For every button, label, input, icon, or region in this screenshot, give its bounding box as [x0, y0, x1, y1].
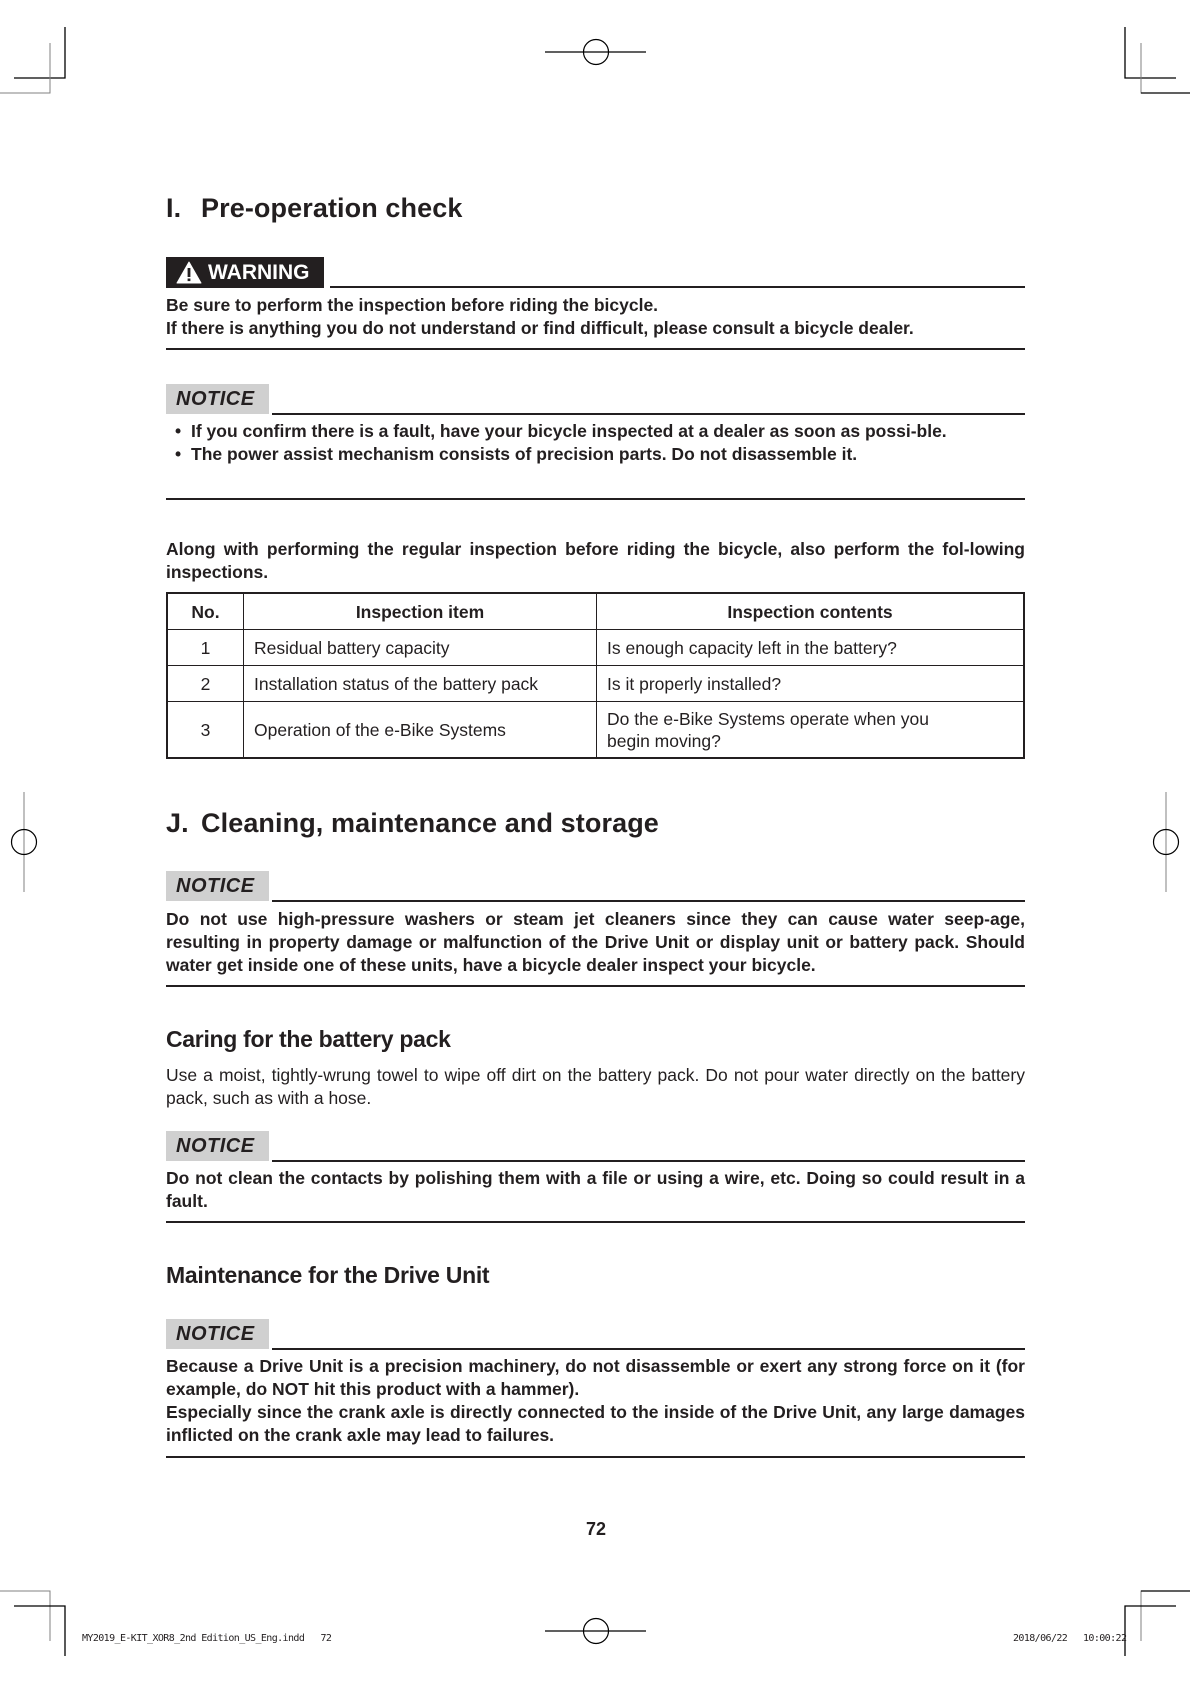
notice-text: Do not use high-pressure washers or steam jet cleaners since they can cause water seep-age, resulting in property damage or malfunction of the Drive Unit or display unit or battery pack. Should water get inside one of these units, have a bicycle dealer inspect your bicycle.: [166, 909, 1025, 975]
cell-no: 3: [167, 702, 244, 759]
section-i-heading: [166, 193, 463, 224]
warning-label-text: WARNING: [208, 260, 310, 284]
section-j-title: Cleaning, maintenance and storage: [201, 808, 659, 838]
crop-mark-bottom-right: [1125, 1591, 1190, 1656]
notice-bullet: • The power assist mechanism consists of precision parts. Do not disassemble it.: [175, 444, 858, 464]
warning-bottom-rule: [166, 348, 1025, 350]
notice-bottom-rule: [166, 1221, 1025, 1223]
subsection-title-drive-unit: Maintenance for the Drive Unit: [166, 1262, 490, 1288]
notice-rule: [272, 1348, 1025, 1350]
cell-item: Residual battery capacity: [244, 630, 597, 666]
table-row: [167, 702, 1024, 759]
notice-text: Do not clean the contacts by polishing them with a file or using a wire, etc. Doing so could result in a fault.: [166, 1168, 1025, 1211]
notice-rule: [272, 413, 1025, 415]
column-header-contents: Inspection contents: [597, 593, 1025, 630]
table-header-row: [167, 593, 1024, 630]
crop-mark-top-right: [1125, 27, 1190, 93]
notice-label: NOTICE: [166, 1319, 269, 1349]
notice-rule: [272, 1160, 1025, 1162]
notice-bottom-rule: [166, 1456, 1025, 1458]
inspection-intro: Along with performing the regular inspection before riding the bicycle, also perform the fol-lowing inspections.: [166, 539, 1025, 582]
footer-filename: MY2019_E-KIT_XOR8_2nd Edition_US_Eng.indd 72: [82, 1633, 332, 1644]
section-i-number: I.: [166, 193, 182, 223]
notice-header: [166, 1319, 1025, 1351]
notice-bottom-rule: [166, 985, 1025, 987]
page-number: 72: [585, 1519, 607, 1539]
cell-item: Operation of the e-Bike Systems: [244, 702, 597, 759]
bullet-icon: •: [175, 421, 182, 441]
bullet-icon: •: [175, 444, 182, 464]
inspection-table: [166, 592, 1025, 759]
registration-mark-bottom: [545, 1619, 646, 1644]
battery-care-text: Use a moist, tightly-wrung towel to wipe off dirt on the battery pack. Do not pour water directly on the battery pack, such as with a hose.: [166, 1065, 1025, 1108]
section-j-heading: [166, 808, 659, 839]
table-row: [167, 666, 1024, 702]
cell-contents: Do the e-Bike Systems operate when you begin moving?: [597, 702, 1025, 759]
crop-mark-bottom-left: [0, 1591, 65, 1656]
footer-time: 10:00:22: [1083, 1633, 1127, 1644]
warning-text: [166, 294, 1025, 340]
section-j-number: J.: [166, 808, 189, 838]
notice-label: NOTICE: [166, 1131, 269, 1161]
notice-bottom-rule: [166, 498, 1025, 500]
footer-date: 2018/06/22: [1013, 1633, 1068, 1644]
cell-contents: Is it properly installed?: [597, 666, 1025, 702]
column-header-item: Inspection item: [244, 593, 597, 630]
table-row: [167, 630, 1024, 666]
subsection-title-battery: Caring for the battery pack: [166, 1026, 451, 1052]
warning-rule: [330, 286, 1025, 288]
notice-bullet: • If you confirm there is a fault, have your bicycle inspected at a dealer as soon as possi-ble.: [175, 421, 947, 441]
notice-text: [166, 1355, 1025, 1447]
notice-paragraph: Especially since the crank axle is directly connected to the inside of the Drive Unit, any large damages inflicted on the crank axle may lead to failures.: [166, 1402, 1025, 1445]
warning-header: [166, 257, 1025, 289]
registration-mark-top: [545, 40, 646, 65]
section-i-title: Pre-operation check: [201, 193, 463, 223]
notice-label: NOTICE: [166, 871, 269, 901]
warning-triangle-icon: [176, 261, 202, 284]
cell-contents: Is enough capacity left in the battery?: [597, 630, 1025, 666]
registration-mark-left: [12, 792, 37, 892]
warning-line: If there is anything you do not understand or find difficult, please consult a bicycle dealer.: [166, 318, 914, 338]
cell-item: Installation status of the battery pack: [244, 666, 597, 702]
cell-no: 2: [167, 666, 244, 702]
notice-bullet-list: [166, 420, 1025, 466]
crop-mark-top-left: [0, 27, 65, 93]
cell-no: 1: [167, 630, 244, 666]
notice-paragraph: Because a Drive Unit is a precision machinery, do not disassemble or exert any strong force on it (for example, do NOT hit this product with a hammer).: [166, 1356, 1025, 1399]
notice-label: NOTICE: [166, 384, 269, 414]
notice-header: [166, 384, 1025, 416]
notice-rule: [272, 900, 1025, 902]
column-header-no: No.: [167, 593, 244, 630]
notice-text: [166, 420, 1025, 466]
warning-label: [166, 257, 324, 288]
notice-header: [166, 1131, 1025, 1163]
registration-mark-right: [1154, 792, 1179, 892]
warning-line: Be sure to perform the inspection before riding the bicycle.: [166, 295, 659, 315]
notice-header: [166, 871, 1025, 903]
